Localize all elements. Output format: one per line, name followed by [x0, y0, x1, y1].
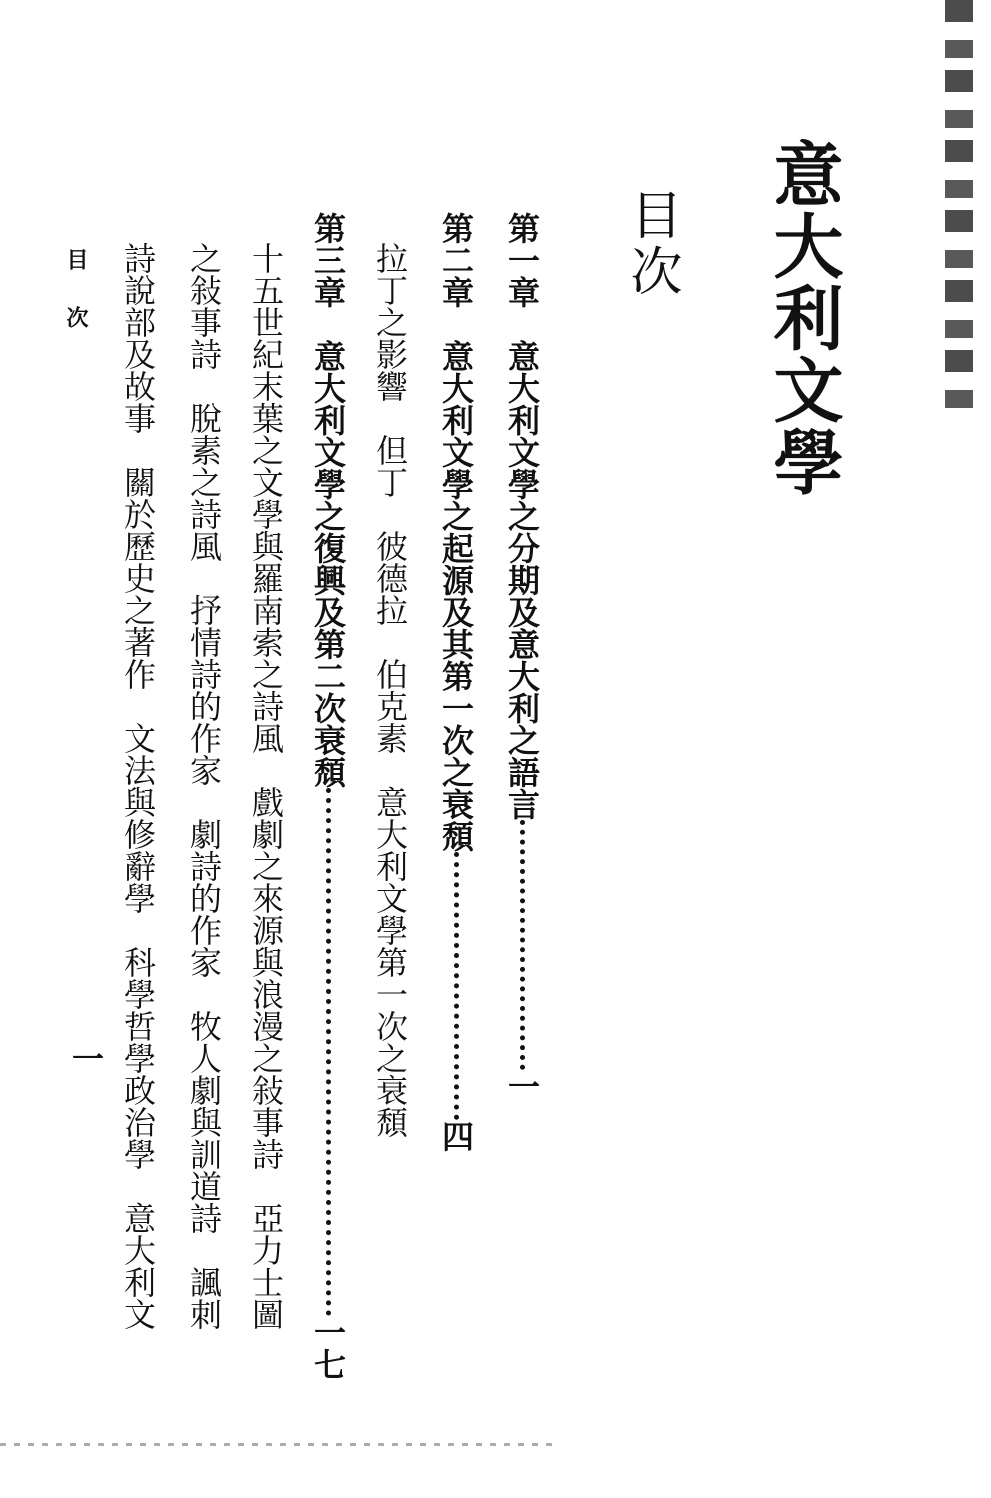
toc-line-text: 第三章 意大利文學之復興及第二次衰頹 — [309, 212, 347, 788]
toc-line-text: 拉丁之影響 但丁 彼德拉 伯克素 意大利文學第一次之衰頹 — [371, 242, 409, 1138]
toc-line-text: 第一章 意大利文學之分期及意大利之語言 — [503, 212, 541, 820]
toc-heading: 目次 — [621, 188, 681, 300]
toc-line-text: 十五世紀末葉之文學與羅南索之詩風 戲劇之來源與浪漫之敍事詩 亞力士圖 — [247, 242, 285, 1330]
toc-line-text: 詩說部及故事 關於歷史之著作 文法與修辭學 科學哲學政治學 意大利文 — [119, 242, 157, 1330]
footer-section-label: 目次 — [63, 248, 89, 364]
toc-line-chapter-3-topics-3 — [119, 242, 157, 1330]
book-title: 意大利文學 — [762, 138, 845, 498]
toc-line-chapter-1 — [503, 212, 541, 1102]
scan-edge-artifact — [945, 0, 973, 420]
footer-page-number: 一 — [67, 1042, 105, 1074]
toc-page-number: 一七 — [309, 1316, 347, 1380]
toc-line-chapter-3-topics-1 — [247, 242, 285, 1330]
dot-leader — [453, 852, 459, 1120]
dot-leader — [325, 788, 331, 1316]
toc-page-number: 一 — [503, 1070, 541, 1102]
toc-page-number: 四 — [437, 1120, 475, 1152]
toc-line-chapter-3 — [309, 212, 347, 1380]
toc-line-text: 第二章 意大利文學之起源及其第一次之衰頹 — [437, 212, 475, 852]
toc-line-text: 之敍事詩 脫素之詩風 抒情詩的作家 劇詩的作家 牧人劇與訓道詩 諷刺 — [185, 242, 223, 1330]
toc-line-chapter-2-topics — [371, 242, 409, 1138]
toc-line-chapter-3-topics-2 — [185, 242, 223, 1330]
dot-leader — [519, 820, 525, 1070]
toc-line-chapter-2 — [437, 212, 475, 1152]
scan-bottom-artifact — [0, 1443, 560, 1446]
